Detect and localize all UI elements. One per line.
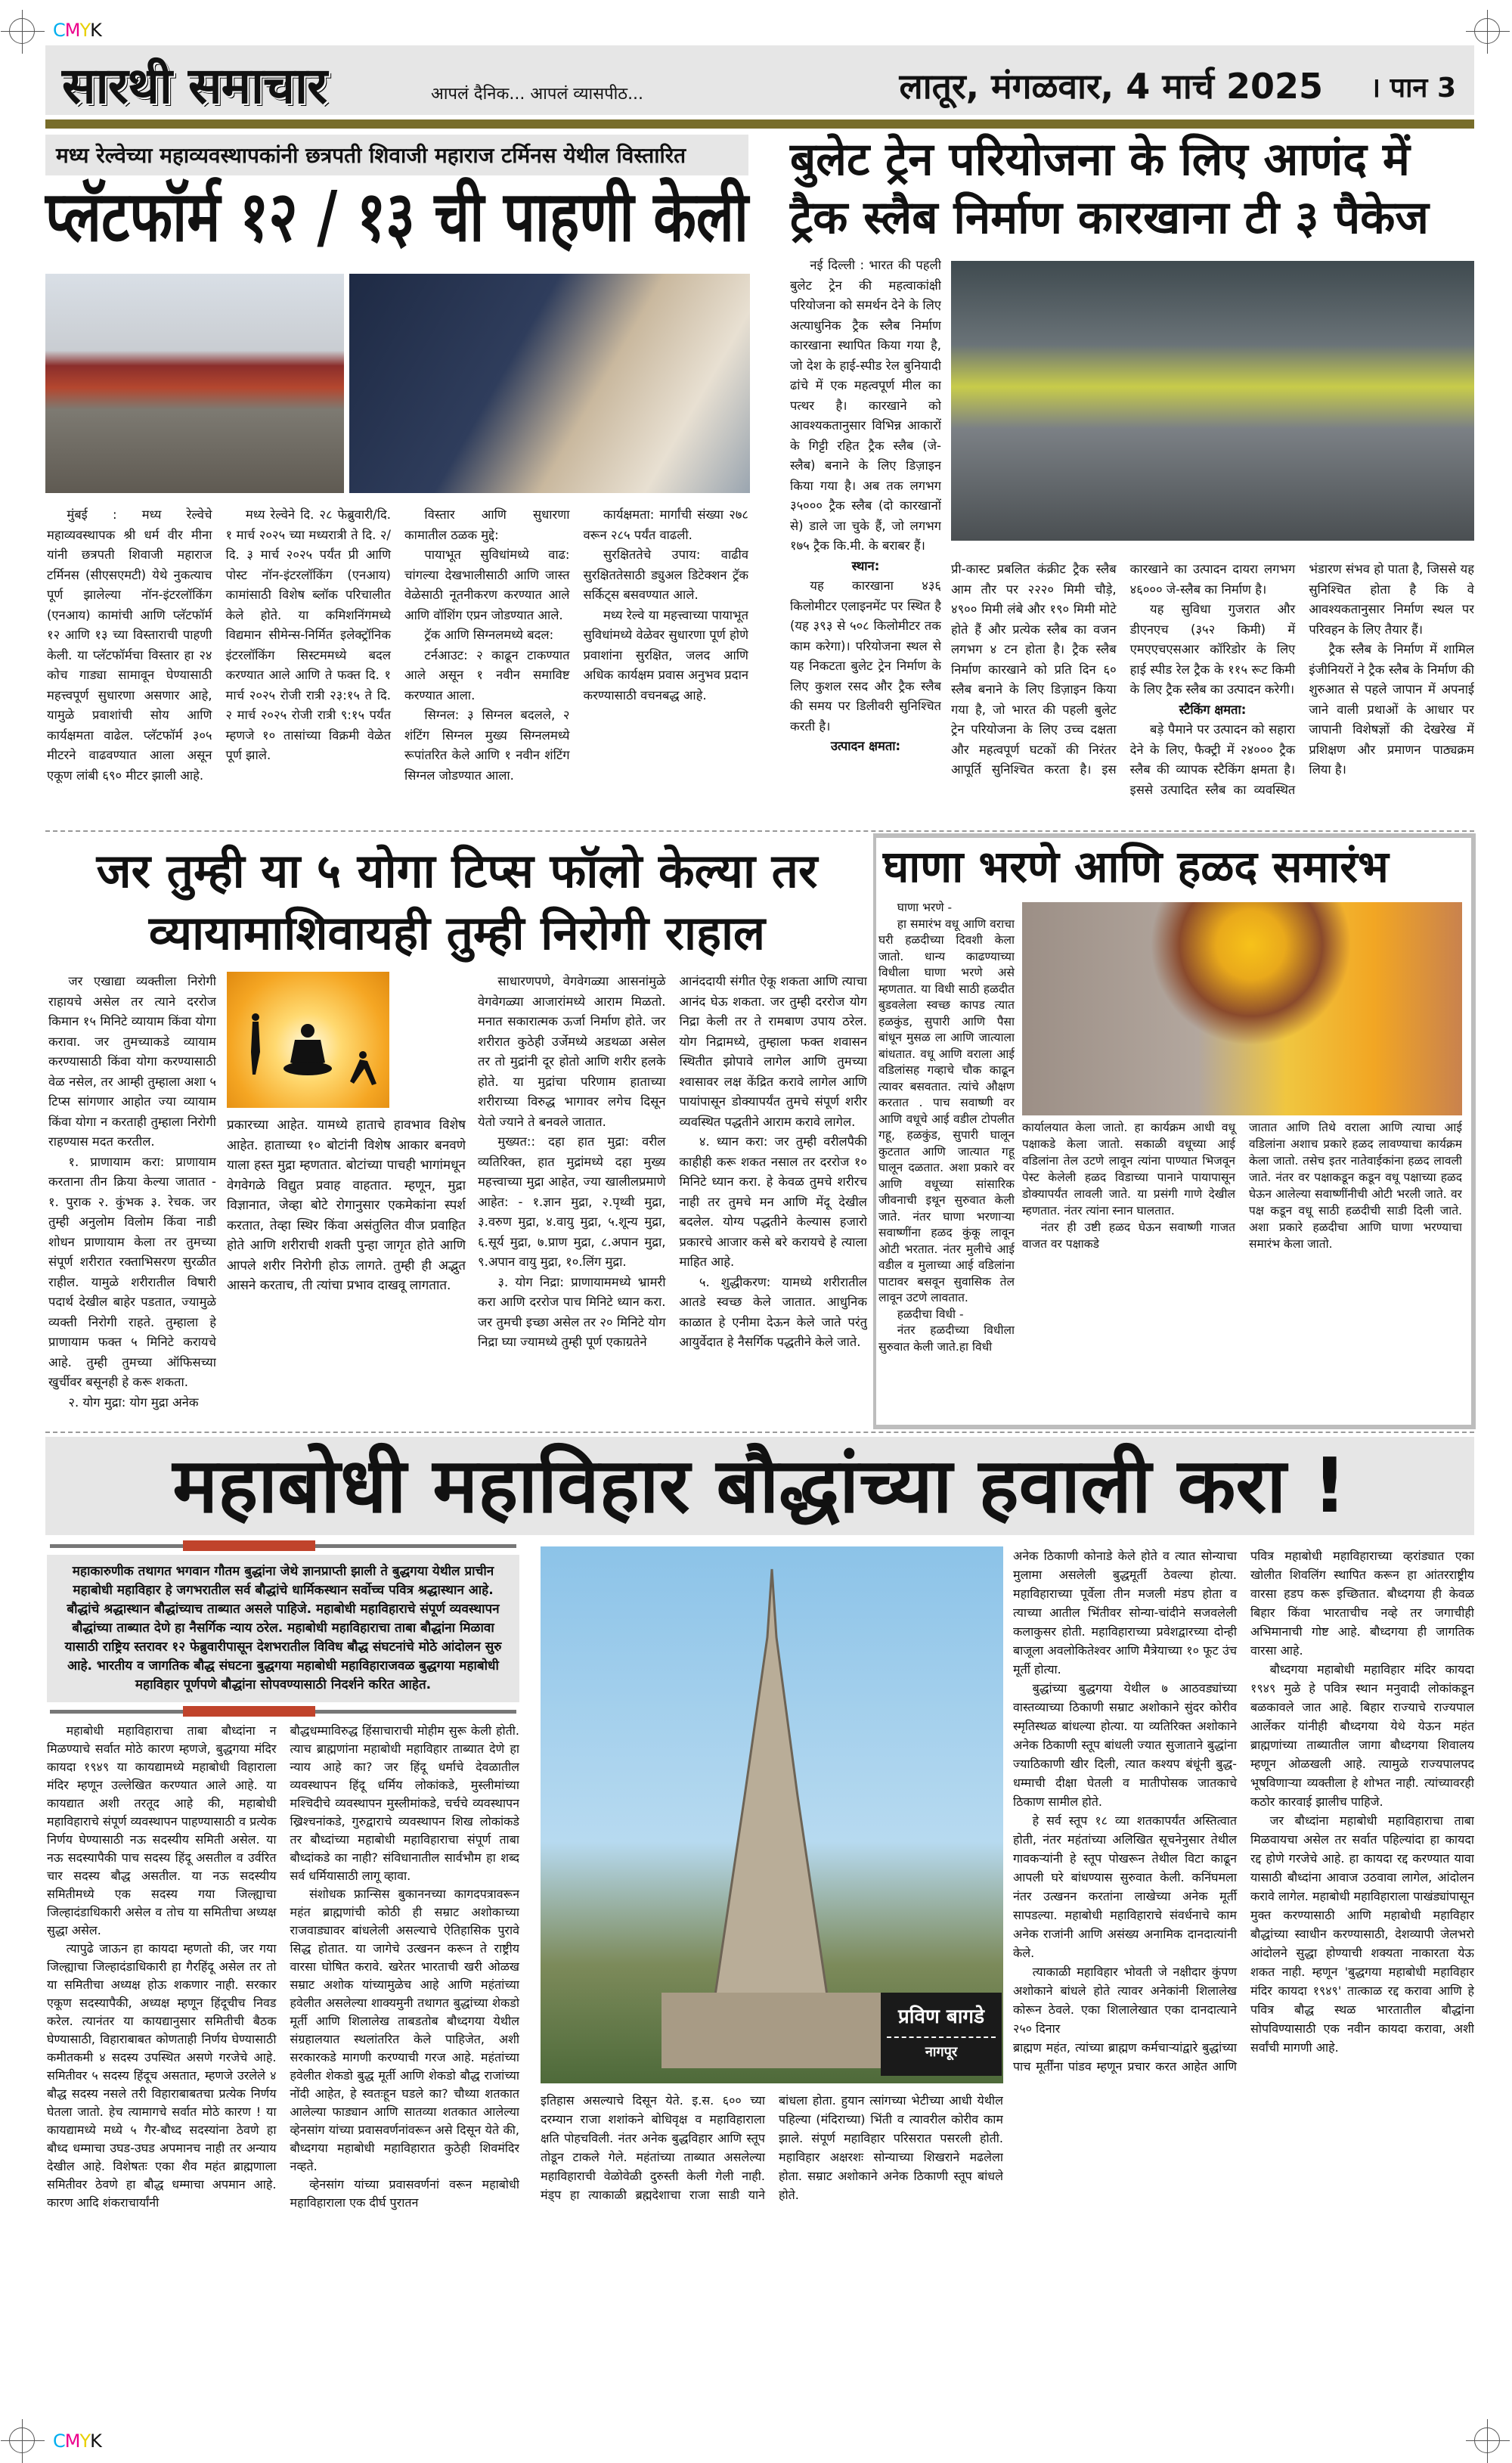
paragraph: सिग्नल: ३ सिग्नल बदलले, २ शंटिंग सिग्नल मुख्य सिग्नलमध्ये रूपांतरित केले आणि १ नवीन शंटिंग सिग्नल जोडण्यात आला. bbox=[404, 708, 570, 783]
paragraph: घाणा भरणे - bbox=[897, 901, 953, 914]
mahabodhi-right-columns bbox=[1013, 1546, 1474, 2424]
paragraph: नंतर ही उष्टी हळद घेऊन सवाष्णी गाजत वाजत वर पक्षाकडे bbox=[1022, 1221, 1235, 1251]
ghana-col-1 bbox=[878, 900, 1015, 1423]
mahabodhi-headline: महाबोधी महाविहार बौद्धांच्या हवाली करा ! bbox=[45, 1437, 1474, 1535]
paragraph: ३. योग निद्रा: प्राणायाममध्ये भ्रामरी करा आणि दररोज पाच मिनिटे ध्यान करा. जर तुमची इच्छा असेल तर २० मिनिटे योग निद्रा घ्या ज्यामध्ये तुम्ही पूर्ण एकाग्रतेने bbox=[478, 1274, 666, 1349]
platform-article-body bbox=[47, 505, 748, 823]
dateline: लातूर, मंगळवार, 4 मार्च 2025 bbox=[899, 66, 1323, 107]
paragraph: कार्यक्षमता: मार्गांची संख्या २७८ वरून २८५ पर्यंत वाढली. bbox=[583, 507, 748, 542]
paragraph: नंतर हळदीच्या विधीला सुरुवात केली जाते.हा विधी bbox=[878, 1323, 1015, 1354]
accent-rule-red bbox=[183, 1540, 315, 1551]
platform-kicker: मध्य रेल्वेच्या महाव्यवस्थापकांनी छत्रपती शिवाजी महाराज टर्मिनस येथील विस्तारित bbox=[45, 135, 748, 175]
paragraph: बौध्दगया महाबोधी महाविहार मंदिर कायदा १९४९ मुळे हे पवित्र स्थान मनुवादी लोकांकडून बळकावले जात आहे. बिहार राज्याचे राज्यपाल आर्लेकर यांनीही बौध्दगया येथे येऊन महंत ब्राह्मणांच्या ताब्यातील जागा बौध्दगया शिवालय म्हणून ओळखली आहे. त्यामुळे राज्यपालपद भूषविणाऱ्या व्यक्तीला हे शोभत नाही. त्यांच्यावरही कठोर कारवाई झालीच पाहिजे. bbox=[1250, 1662, 1474, 1809]
registration-mark-icon bbox=[9, 18, 35, 44]
bullet-headline-line1: बुलेट ट्रेन परियोजना के लिए आणंद में bbox=[790, 133, 1410, 186]
ghana-headline: घाणा भरणे आणि हळद समारंभ bbox=[883, 841, 1389, 892]
control-room-inspection-photo bbox=[349, 274, 750, 493]
railway-platform-photo bbox=[45, 274, 344, 493]
paragraph: जर एखाद्या व्यक्तीला निरोगी राहायचे असेल तर त्याने दररोज किमान १५ मिनिटे व्यायाम किंवा योगा करावा. जर तुमच्याकडे व्यायाम करण्यासाठी किंवा योगा करण्यासाठी वेळ नसेल, तर आम्ही तुम्हाला अशा ५ टिप्स सांगणार आहोत ज्या व्यायाम किंवा योगा न करताही तुम्हाला निरोगी राहण्यास मदत करतील. bbox=[48, 974, 216, 1149]
paragraph: त्यापुढे जाऊन हा कायदा म्हणतो की, जर गया जिल्ह्याचा जिल्हादंडाधिकारी हा गैरहिंदू असेल तर तो या समितीचा अध्यक्ष होऊ शकणार नाही. सरकार एकूण सदस्यापैकी, अध्यक्ष म्हणून हिंदूचीच निवड करेल. त्यानंतर या कायद्यानुसार समितीची बैठक घेण्यासाठी, विहाराबाबत कोणताही निर्णय घेण्यासाठी कमीतकमी ४ सदस्य उपस्थित असणे गरजेचे आहे. समितीवर ५ सदस्य हिंदूच असतात, म्हणजे उरलेले ४ बौद्ध सदस्य नसले तरी विहाराबाबतचा प्रत्येक निर्णय घेतला जातो. हेच त्यामागचे सर्वात मोठे कारण ! या कायद्यामध्ये मध्ये ५ गैर-बौध्द सदस्यांना ठेवणे हा बौध्द धम्माचा उघड-उघड अपमानच नाही तर अन्याय देखील आहे. विशेषतः एका शैव महंत ब्राह्मणाला समितीवर ठेवणे हा बौद्ध धम्माचा अपमान आहे. कारण आदि शंकराचार्यांनी bbox=[47, 1941, 277, 2210]
yoga-headline-line1: जर तुम्ही या ५ योगा टिप्स फॉलो केल्या तर bbox=[96, 843, 818, 898]
ghana-col-2-3 bbox=[1022, 1119, 1462, 1423]
paragraph: विस्तार आणि सुधारणा कामातील ठळक मुद्दे: bbox=[404, 507, 570, 542]
cmyk-mark: CMYK bbox=[53, 20, 101, 41]
paragraph: अनेक ठिकाणी कोनाडे केले होते व त्यात सोन्याचा मुलामा असलेली बुद्धमूर्ती ठेवल्या होत्या. महाविहाराच्या पूर्वेला तीन मजली मंडप होता व त्याच्या आतील भिंतीवर सोन्या-चांदीने सजवलेली कलाकुसर होती. महाविहाराच्या प्रवेशद्वारच्या दोन्ही बाजूला अवलोकितेश्वर आणि मैत्रेयाच्या १० फूट उंच मूर्ती होत्या. bbox=[1013, 1549, 1237, 1677]
paragraph: मुंबई : मध्य रेल्वेचे महाव्यवस्थापक श्री धर्म वीर मीना यांनी छत्रपती शिवाजी महाराज टर्मिनस (सीएसएमटी) येथे नुकत्याच पूर्ण झालेल्या नॉन-इंटरलॉकिंग (एनआय) कामांची आणि प्लॅटफॉर्म १२ आणि १३ च्या विस्ताराची पाहणी केली. या प्लॅटफॉर्मचा विस्तार हा २४ कोच गाड्या सामावून घेण्यासाठी महत्त्वपूर्ण सुधारणा असणार आहे, यामुळे प्रवाशांची सोय आणि कार्यक्षमता वाढेल. प्लॅटफॉर्म ३०५ मीटरने वाढवण्यात आला असून एकूण लांबी ६९० मीटर झाली आहे. bbox=[47, 507, 212, 783]
page-number: । पान 3 bbox=[1370, 73, 1456, 104]
mahabodhi-left-columns bbox=[47, 1722, 519, 2424]
paragraph: मध्य रेल्वेने दि. २८ फेब्रुवारी/दि. १ मार्च २०२५ च्या मध्यरात्री ते दि. २/ दि. ३ मार्च २०२५ पर्यंत प्री आणि पोस्ट नॉन-इंटरलॉकिंग (एनआय) कामांसाठी विशेष ब्लॉक परिचालीत केले होते. या कमिशनिंगमध्ये विद्यमान सीमेन्स-निर्मित इलेक्ट्रॉनिक इंटरलॉकिंग सिस्टममध्ये बदल करण्यात आले आणि ते फक्त दि. १ मार्च २०२५ रोजी रात्री २३:१५ ते दि. २ मार्च २०२५ रोजी रात्री ९:१५ पर्यंत म्हणजे १० तासांच्या विक्रमी वेळेत पूर्ण झाले. bbox=[225, 507, 391, 762]
paragraph: आनंददायी संगीत ऐकू शकता आणि त्याचा आनंद घेऊ शकता. जर तुम्ही दररोज योग निद्रा केली तर ते रामबाण उपाय ठरेल. योग निद्रामध्ये, तुम्हाला फक्त शवासन स्थितीत झोपावे लागेल आणि तुमच्या श्वासावर लक्ष केंद्रित करावे लागेल आणि पायांपासून डोक्यापर्यंत तुमचे संपूर्ण शरीर व्यवस्थित पद्धतीने आराम करावे लागेल. bbox=[679, 974, 867, 1129]
registration-mark-icon bbox=[1474, 18, 1500, 44]
yoga-headline-line2: व्यायामाशिवायही तुम्ही निरोगी राहाल bbox=[148, 905, 766, 960]
paragraph: इतिहास असल्याचे दिसून येते. इ.स. ६०० च्या दरम्यान राजा शशांकने बोधिवृक्ष व महाविहाराला क्षति पोहचविली. नंतर अनेक बुद्धविहार आणि स्तूप तोडून टाकले गेले. महंतांच्या ताब्यात असलेल्या महाविहाराची वेळोवेळी दुरुस्ती केली गेली नाही. मंड्प हा त्याकाळी ब्रह्मदेशाचा राजा साडी याने बांधला होता. हुयान त्सांगच्या भेटीच्या आधी येथील पहिल्या (मंदिराच्या) भिंती व त्यावरील कोरीव काम झाले. संपूर्ण महाविहार परिसरात पसरली होती. महाविहार अक्षरशः सोन्याच्या शिखराने मढलेला होता. सम्राट अशोकाने अनेक ठिकाणी स्तूप बांधले होते. bbox=[541, 2093, 1003, 2202]
paragraph: कार्यालयात केला जातो. हा कार्यक्रम आधी वधू पक्षाकडे केला जातो. सकाळी वधूच्या आई वडिलांना तेल उटणे लावून त्यांना पाण्यात भिजवून पेस्ट केलेली हळद विडाच्या पानाने पायापासून डोक्यापर्यंत लावली जाते. या प्रसंगी गाणे देखील म्हणतात. नंतर त्यांना स्नान घालतात. bbox=[1022, 1121, 1235, 1218]
paragraph: महाबोधी महाविहाराचा ताबा बौध्दांना न मिळण्याचे सर्वात मोठे कारण म्हणजे, बुद्धगया मंदिर कायदा १९४९ या कायद्यामध्ये महाबोधी विहाराला मंदिर म्हणून उल्लेखित करण्यात आले आहे. या कायद्यात अशी तरतूद आहे की, महाबोधी महाविहाराचे संपूर्ण व्यवस्थापन पाहण्यासाठी व प्रत्येक निर्णय घेण्यासाठी नऊ सदस्यीय समिती असेल. या नऊ सदस्यापैकी पाच सदस्य हिंदू असतील व उर्वरित चार सदस्य बौद्ध असतील. या नऊ सदस्यीय समितीमध्ये एक सदस्य गया जिल्ह्याचा जिल्हादंडाधिकारी असेल व तोच या समितीचा अध्यक्ष सुद्धा असेल. bbox=[47, 1723, 277, 1937]
paragraph: बड़े पैमाने पर उत्पादन को सहारा देने के लिए, फैक्ट्री में २४००० ट्रैक स्लैब की व्यापक स्टैकिंग क्षमता है। इससे उत्पादित स्लैब का व्यवस्थित भंडारण संभव हो पाता है, जिससे यह सुनिश्चित होता है कि वे आवश्यकतानुसार निर्माण स्थल पर परिवहन के लिए तैयार हैं। bbox=[1129, 562, 1474, 797]
paragraph: त्याकाळी महाविहार भोवती जे नक्षीदार कुंपण अशोकाने बांधले होते त्यावर अनेकांनी शिलालेख कोरून ठेवले. एका शिलालेखात एका दानदात्याने २५० दिनार bbox=[1013, 1965, 1237, 2036]
haldi-ceremony-photo bbox=[1022, 902, 1462, 1115]
mahabodhi-intro: महाकारुणीक तथागत भगवान गौतम बुद्धांना जेथे ज्ञानप्राप्ती झाली ते बुद्धगया येथील प्राचीन महाबोधी महाविहार हे जगभरातील सर्व बौद्धांचे धार्मिकस्थान सर्वोच्च पवित्र श्रद्धास्थान आहे. बौद्धांचे श्रद्धास्थान बौद्धांच्याच ताब्यात असले पाहिजे. महाबोधी महाविहाराचे संपूर्ण व्यवस्थापन बौद्धांच्या ताब्यात देणे हा नैसर्गिक न्याय ठरेल. महाबोधी महाविहाराचा ताबा बौद्धांना मिळावा यासाठी राष्ट्रिय स्तरावर १२ फेब्रुवारीपासून देशभरातील विविध बौद्ध संघटनांचे मोठे आंदोलन सुरु आहे. भारतीय व जागतिक बौद्ध संघटना बुद्धगया महाबोधी महाविहाराजवळ बुद्धगया महाबोधी महाविहार पूर्णपणे बौद्धांना सोपवण्यासाठी निदर्शने करित आहेत. bbox=[47, 1555, 519, 1702]
yoga-col-3-4 bbox=[478, 972, 867, 1425]
section-divider bbox=[45, 830, 1474, 832]
accent-rule bbox=[47, 1540, 519, 1552]
bullet-headline-line2: ट्रैक स्लैब निर्माण कारखाना टी ३ पैकेज bbox=[790, 191, 1429, 244]
paragraph: प्रकारच्या आहेत. यामध्ये हाताचे हावभाव विशेष आहेत. हाताच्या १० बोटांनी विशेष आकार बनवणे याला हस्त मुद्रा म्हणतात. बोटांच्या पाचही भागांमधून वेगवेगळे विद्युत प्रवाह वाहतात. म्हणून, मुद्रा विज्ञानात, जेव्हा बोटे रोगानुसार एकमेकांना स्पर्श करतात, तेव्हा स्थिर किंवा असंतुलित वीज प्रवाहित होते आणि शरीराची शक्ती पुन्हा जागृत होते आणि आपले शरीर निरोगी होऊ लागते. तुम्ही ही अद्भुत आसने करताच, ती त्यांचा प्रभाव दाखवू लागतात. bbox=[227, 1118, 466, 1293]
paragraph: ट्रॅक आणि सिग्नलमध्ये बदल: bbox=[424, 628, 554, 642]
paragraph: मध्य रेल्वे या महत्त्वाच्या पायाभूत सुविधांमध्ये वेळेवर सुधारणा पूर्ण होणे प्रवाशांना सुरक्षित, जलद आणि अधिक कार्यक्षम प्रवास अनुभव प्रदान करण्यासाठी वचनबद्ध आहे. bbox=[583, 607, 748, 703]
accent-rule-red bbox=[183, 1706, 315, 1717]
yoga-col-2 bbox=[227, 1115, 466, 1425]
track-slab-factory-photo bbox=[951, 261, 1474, 541]
registration-mark-icon bbox=[1474, 2427, 1500, 2453]
paragraph: यह कारखाना ४३६ किलोमीटर एलाइनमेंट पर स्थित है (यह ३९३ से ५०८ किलोमीटर तक काम करेगा)। परियोजना स्थल से यह निकटता बुलेट ट्रेन निर्माण के लिए कुशल रसद और ट्रैक स्लैब की समय पर डिलीवरी सुनिश्चित करती है। bbox=[790, 579, 941, 734]
subheading: उत्पादन क्षमता: bbox=[830, 739, 901, 753]
mahabodhi-middle-columns bbox=[541, 2091, 1003, 2424]
bullet-article-body bbox=[951, 560, 1474, 824]
subheading: स्थान: bbox=[851, 558, 880, 573]
paragraph: ब्राह्मण महंत, त्यांच्या ब्राह्मण कर्मचाऱ्यांद्वारे बुद्धांच्या पाच मूर्तींना पांडव म्हणून प्रचार करत आहेत आणि पवित्र महाबोधी महाविहाराच्या व्हरांड्यात एका खोलीत शिवलिंग स्थापित करून हा आंतरराष्ट्रीय वारसा हडप करू इच्छितात. बौध्दगया ही केवळ बिहार किंवा भारताचीच नव्हे तर जगाचीही अभिमानाची गोष्ट आहे. बौध्दगया ही जागतिक वारसा आहे. bbox=[1013, 1549, 1474, 2074]
platform-headline: प्लॅटफॉर्म १२ / १३ ची पाहणी केली bbox=[45, 176, 749, 257]
paragraph: टर्नआउट: २ काढून टाकण्यात आले असून १ नवीन समाविष्ट करण्यात आला. bbox=[404, 647, 570, 703]
paragraph: व्हेनसांग यांच्या प्रवासवर्णनां वरून महाबोधी महाविहाराला एक दीर्घ पुरातन bbox=[290, 2177, 519, 2210]
paragraph: जर बौध्दांना महाबोधी महाविहाराचा ताबा मिळवायचा असेल तर सर्वात पहिल्यांदा हा कायदा रद्द होणे गरजेचे आहे. हा कायदा रद्द करण्यात यावा यासाठी बौध्दांना आवाज उठवावा लागेल, आंदोलन करावे लागेल. महाबोधी महाविहाराला पाखंड्यांपासून मुक्त करण्यासाठी आणि महाबोधी महाविहार बौद्धांच्या स्वाधीन करण्यासाठी, देशव्यापी जेलभरो आंदोलने सुद्धा होण्याची शक्यता नाकारता येऊ शकत नाही. म्हणून 'बुद्धगया महाबोधी महाविहार मंदिर कायदा १९४९' तात्काळ रद्द करावा आणि हे पवित्र बौद्ध स्थळ भारतातील बौद्धांना सोपविण्यासाठी एक नवीन कायदा करावा, अशी सर्वांची मागणी आहे. bbox=[1250, 1813, 1474, 2055]
newspaper-logo: सारथी समाचार bbox=[62, 57, 327, 115]
masthead-rule bbox=[45, 119, 1474, 129]
paragraph: बुद्धांच्या बुद्धगया येथील ७ आठवड्यांच्या वास्तव्याच्या ठिकाणी सम्राट अशोकाने सुंदर कोरीव स्मृतिस्थळ बांधल्या होत्या. या व्यतिरिक्त अशोकाने अनेक ठिकाणी स्तूप बांधली ज्यात सुजाताने बुद्धांना ज्याठिकाणी खीर दिली, त्यात कश्यप बंधूंनी बुद्ध-धम्माची दीक्षा घेतली व मातीपोसक जातकाचे ठिकाण सामील होते. bbox=[1013, 1681, 1237, 1809]
paragraph: ५. शुद्धीकरण: यामध्ये शरीरातील आतडे स्वच्छ केले जातात. आधुनिक काळात हे एनीमा देऊन केले जाते परंतु आयुर्वेदात हे नैसर्गिक पद्धतीने केले जाते. bbox=[679, 1274, 867, 1349]
masthead bbox=[45, 45, 1474, 115]
paragraph: संशोधक फ्रान्सिस बुकाननच्या कागदपत्रावरून महंत ब्राह्मणांची कोठी ही सम्राट अशोकाच्या राजवाड्यावर बांधलेली असल्याचे ऐतिहासिक पुरावे सिद्ध होतात. या जागेचे उत्खनन करून ते राष्ट्रीय वारसा घोषित करावे. खरेतर भारताची खरी ओळख सम्राट अशोक यांच्यामुळेच आहे आणि महंतांच्या हवेलीत असलेल्या शाक्यमुनी तथागत बुद्धांच्या शेकडो मूर्ती आणि शिलालेख ताबडतोब बौध्दगया येथील संग्रहालयात स्थलांतरित केले पाहिजेत, अशी सरकारकडे मागणी करण्याची गरज आहे. महंतांच्या हवेलीत शेकडो बुद्ध मूर्ती आणि शेकडो बौद्ध राजांच्या नोंदी आहेत, हे स्वतःहून घडले का? चौथ्या शतकात आलेल्या फाड्यान आणि सातव्या शतकात आलेल्या व्हेनसांग यांच्या प्रवासवर्णनांवरून असे दिसून येते की, बौध्दगया महाबोधी महाविहारात कुठेही शिवमंदिर नव्हते. bbox=[290, 1887, 519, 2173]
paragraph: १. प्राणायाम करा: प्राणायाम करताना तीन क्रिया केल्या जातात - १. पुराक २. कुंभक ३. रेचक. जर तुम्ही अनुलोम विलोम किंवा नाडी शोधन प्राणायाम केला तर तुमच्या संपूर्ण शरीरात रक्ताभिसरण सुरळीत राहील. यामुळे शरीरातील विषारी पदार्थ देखील बाहेर पडतात, ज्यामुळे व्यक्ती निरोगी राहते. तुम्हाला हे प्राणायाम फक्त ५ मिनिटे करायचे आहे. तुम्ही तुमच्या ऑफिसच्या खुर्चीवर बसूनही हे करू शकता. bbox=[48, 1154, 216, 1389]
yoga-col-1 bbox=[48, 972, 216, 1425]
paragraph: प्री-कास्ट प्रबलित कंक्रीट ट्रैक स्लैब आम तौर पर २२२० मिमी चौड़े, ४९०० मिमी लंबे और १९० मिमी मोटे होते हैं और प्रत्येक स्लैब का वजन लगभग ४ टन होता है। ट्रैक स्लैब निर्माण कारखाने को प्रति दिन ६० स्लैब बनाने के लिए डिज़ाइन किया गया है, जो भारत की पहली बुलेट ट्रेन परियोजना के लिए उच्च दक्षता और महत्वपूर्ण घटकों की निरंतर आपूर्ति सुनिश्चित करता है। इस कारखाने का उत्पादन दायरा लगभग ४६००० जे-स्लैब का निर्माण है। bbox=[951, 562, 1296, 777]
paragraph: ट्रैक स्लैब के निर्माण में शामिल इंजीनियरों ने ट्रैक स्लैब के निर्माण की शुरुआत से पहले जापान में अपनाई जाने वाली प्रथाओं के आधार पर जापानी विशेषज्ञों की देखरेख में प्रशिक्षण और प्रमाणन पाठ्यक्रम लिया है। bbox=[1309, 642, 1474, 777]
author-name: प्रविण बागडे bbox=[898, 2005, 984, 2028]
paragraph: नई दिल्ली : भारत की पहली बुलेट ट्रेन की महत्वाकांक्षी परियोजना को समर्थन देने के लिए अत्याधुनिक ट्रैक स्लैब निर्माण कारखाना स्थापित किया गया है, जो देश के हाई-स्पीड रेल बुनियादी ढांचे में एक महत्वपूर्ण मील का पत्थर है। कारखाने को आवश्यकतानुसार विभिन्न आकारों के गिट्टी रहित ट्रैक स्लैब (जे-स्लैब) बनाने के लिए डिज़ाइन किया गया है। अब तक लगभग ३५००० ट्रैक स्लैब (दो कारखानों से) डाले जा चुके हैं, जो लगभग १७५ ट्रैक कि.मी. के बराबर हैं। bbox=[790, 258, 941, 553]
paragraph: पायाभूत सुविधांमध्ये वाढ: चांगल्या देखभालीसाठी आणि जास्त वेळेसाठी नूतनीकरण करण्यात आले आणि वॉशिंग एप्रन जोडण्यात आले. bbox=[404, 548, 570, 622]
paragraph: यह सुविधा गुजरात और डीएनएच (३५२ किमी) में एमएएचएसआर कॉरिडोर के लिए हाई स्पीड रेल ट्रैक के ११५ रूट किमी के लिए ट्रैक स्लैब का उत्पादन करेगी। bbox=[1129, 602, 1296, 696]
cmyk-mark: CMYK bbox=[53, 2430, 101, 2452]
paragraph: हे सर्व स्तूप १८ व्या शतकापर्यंत अस्तित्वात होती, नंतर महंतांच्या अलिखित सूचनेनुसार तेथील गावकऱ्यांनी हे स्तूप पोखरून तेथील विटा काढून आपली घरे बांधण्यास सुरुवात केली. कनिंघमला नंतर उत्खनन करतांना लाखेच्या अनेक मूर्ती सापडल्या. महाबोधी महाविहाराचे संवर्धनाचे काम अनेक राजांनी आणि असंख्य अनामिक दानदात्यांनी केले. bbox=[1013, 1813, 1237, 1960]
accent-rule bbox=[47, 1705, 519, 1717]
subheading: स्टैकिंग क्षमता: bbox=[1179, 702, 1247, 717]
meditation-silhouette-icon bbox=[227, 972, 389, 1108]
registration-mark-icon bbox=[9, 2427, 35, 2453]
paragraph: सुरक्षिततेचे उपाय: वाढीव सुरक्षिततेसाठी ड्युअल डिटेक्शन ट्रॅक सर्किट्स बसवण्यात आले. bbox=[583, 548, 748, 602]
author-byline bbox=[881, 1993, 1002, 2076]
paragraph: २. योग मुद्रा: योग मुद्रा अनेक bbox=[68, 1394, 199, 1410]
paragraph: साधारणपणे, वेगवेगळ्या आसनांमुळे वेगवेगळ्या आजारांमध्ये आराम मिळतो. मनात सकारात्मक ऊर्जा निर्माण होते. जर शरीरात कुठेही उर्जेमध्ये अडथळा असेल तर तो मुद्रांनी दूर होतो आणि शरीर हलके होते. या मुद्रांचा परिणाम हाताच्या शरीराच्या विरुद्ध भागावर लगेच दिसून येतो ज्याने ते बनवले जातात. bbox=[478, 974, 666, 1129]
tagline: आपलं दैनिक... आपलं व्यासपीठ... bbox=[431, 85, 644, 104]
paragraph: जातात आणि तिथे वराला आणि त्याचा आई वडिलांना अशाच प्रकारे हळद लावण्याचा कार्यक्रम केला जातो. तसेच इतर नातेवाईकांना हळद लावली जाते. नंतर वर पक्षाकडून कडून वधू पक्षाच्या हळद घेऊन आलेल्या सवाष्णींनीची ओटी भरली जाते. वर पक्ष कडून वधू साठी हळदीची साडी दिली जाते. अशा प्रकारे हळदीचा आणि घाणा भरण्याचा समारंभ केला जातो. bbox=[1249, 1121, 1462, 1251]
paragraph: हळदीचा विधी - bbox=[897, 1307, 964, 1321]
section-divider bbox=[45, 1432, 1474, 1433]
paragraph: ४. ध्यान करा: जर तुम्ही वरीलपैकी काहीही करू शकत नसाल तर दररोज १० मिनिटे ध्यान करा. हे केवळ तुमचे शरीरच नाही तर तुमचे मन आणि मेंदू देखील बदलेल. योग्य पद्धतीने केल्यास हजारो प्रकारचे आजार कसे बरे करायचे हे त्याला माहित आहे. bbox=[679, 1134, 867, 1269]
paragraph: हा समारंभ वधू आणि वराचा घरी हळदीच्या दिवशी केला जातो. धान्य काढण्याच्या विधीला घाणा भरणे असे म्हणतात. या विधी साठी हळदीत बुडवलेला स्वच्छ कापड त्यात हळकुंड, सुपारी आणि पैसा बांधून मुसळ ला आणि जात्याला बांधतात. वधू आणि वराला आई वडिलांसह गव्हाचे चौक काढून त्यावर बसवतात. त्यांचे औक्षण करतात . पाच सवाष्णी वर आणि वधूचे आई वडील टोपलीत गहू, हळकुंड, सुपारी घालून कुटतात आणि जात्यात गहू घालून दळतात. अशा प्रकारे वर आणि वधूच्या सांसारिक जीवनाची इथून सुरुवात केली जाते. नंतर घाणा भरणाऱ्या सवाष्णींना हळद कुंकू लावून ओटी भरतात. नंतर मुलीचे आई वडील व मुलाच्या आई वडिलांना पाटावर बसवून सुवासिक तेल लावून उटणे लावतात. bbox=[878, 917, 1015, 1304]
yoga-poses-illustration bbox=[227, 972, 389, 1108]
paragraph: मुख्यत:: दहा हात मुद्रा: वरील व्यतिरिक्त, हात मुद्रांमध्ये दहा मुख्य महत्त्वाच्या मुद्रा आहेत, ज्या खालीलप्रमाणे आहेत: - १.ज्ञान मुद्रा, २.पृथ्वी मुद्रा, ३.वरुण मुद्रा, ४.वायु मुद्रा, ५.शून्य मुद्रा, ६.सूर्य मुद्रा, ७.प्राण मुद्रा, ८.अपान मुद्रा, ९.अपान वायु मुद्रा, १०.लिंग मुद्रा. bbox=[478, 1134, 666, 1269]
mahabodhi-left-stack bbox=[47, 1540, 519, 2424]
paragraph: बौद्धधम्माविरुद्ध हिंसाचाराची मोहीम सुरू केली होती. त्याच ब्राह्मणांना महाबोधी महाविहार ताब्यात देणे हा न्याय आहे का? जर हिंदू धर्माचे देवळातील व्यवस्थापन हिंदू धर्मिय लोकांकडे, मुस्लीमांच्या मश्चिदीचे व्यवस्थापन मुस्लीमांकडे, चर्चचे व्यवस्थापन ख्रिश्चनांकडे, गुरुद्वाराचे व्यवस्थापन शिख लोकांकडे तर बौध्दांच्या महाबोधी महाविहाराचा संपूर्ण ताबा बौध्दांकडे का नाही? संविधानातील सार्वभौम हा शब्द सर्व धर्मियासाठी लागू व्हावा. bbox=[290, 1723, 519, 1883]
author-location: नागपूर bbox=[925, 2044, 958, 2060]
bullet-article-intro bbox=[790, 256, 941, 824]
